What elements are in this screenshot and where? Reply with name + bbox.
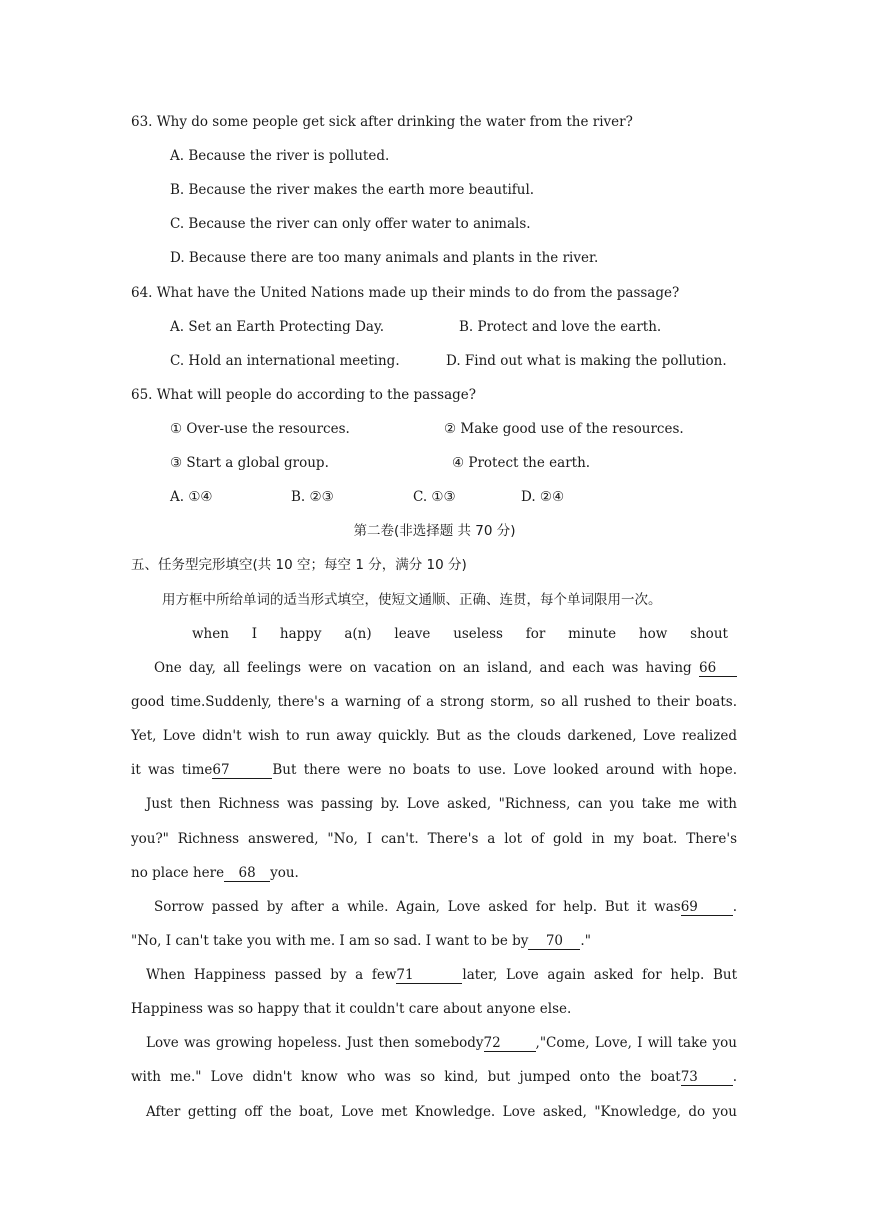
passage-line bbox=[154, 659, 737, 677]
blank-73[interactable]: 73 bbox=[681, 1070, 733, 1086]
question-63-stem: 63. Why do some people get sick after drinking the water from the river? bbox=[131, 114, 633, 130]
passage-text: it was time bbox=[131, 762, 213, 778]
blank-70[interactable]: 70 bbox=[528, 934, 580, 950]
passage-text: One day, all feelings were on vacation on an island, and each was having bbox=[154, 660, 692, 676]
q64-option-d: D. Find out what is making the pollution. bbox=[446, 353, 727, 369]
passage-line: you?" Richness answered, "No, I can't. There's a lot of gold in my boat. There's bbox=[131, 831, 737, 847]
blank-68[interactable]: 68 bbox=[224, 866, 270, 882]
word-bank-item: shout bbox=[690, 626, 728, 642]
blank-67[interactable]: 67 bbox=[212, 763, 272, 779]
word-bank-item: for bbox=[525, 626, 546, 642]
word-bank-item: I bbox=[251, 626, 258, 642]
passage-line: Just then Richness was passing by. Love asked, "Richness, can you take me with bbox=[146, 796, 737, 812]
blank-69[interactable]: 69 bbox=[681, 900, 733, 916]
question-64-stem: 64. What have the United Nations made up their minds to do from the passage? bbox=[131, 285, 680, 301]
q65-option-d: D. ②④ bbox=[521, 489, 565, 505]
passage-text: Sorrow passed by after a while. Again, Love asked for help. But it was bbox=[154, 899, 681, 915]
word-bank-item: happy bbox=[279, 626, 322, 642]
q64-option-b: B. Protect and love the earth. bbox=[459, 319, 662, 335]
passage-text: Love was growing hopeless. Just then somebody bbox=[146, 1035, 484, 1051]
q63-option-b: B. Because the river makes the earth more beautiful. bbox=[170, 182, 535, 198]
passage-text: But there were no boats to use. Love looked around with hope. bbox=[272, 762, 737, 778]
q64-option-a: A. Set an Earth Protecting Day. bbox=[170, 319, 385, 335]
word-bank-item: minute bbox=[568, 626, 617, 642]
passage-line bbox=[154, 898, 737, 916]
passage-text: "No, I can't take you with me. I am so sad. I want to be by bbox=[131, 933, 529, 949]
word-bank-item: leave bbox=[394, 626, 431, 642]
section-2-title: 第二卷(非选择题 共 70 分) bbox=[353, 523, 516, 539]
passage-text: later, Love again asked for help. But bbox=[462, 967, 737, 983]
q65-statement-1: ① Over-use the resources. bbox=[170, 421, 350, 437]
passage-line: good time.Suddenly, there's a warning of a strong storm, so all rushed to their boats. bbox=[131, 694, 737, 710]
passage-text: . bbox=[732, 899, 737, 915]
passage-line bbox=[131, 864, 299, 882]
q65-option-a: A. ①④ bbox=[170, 489, 213, 505]
blank-71[interactable]: 71 bbox=[396, 968, 462, 984]
word-bank bbox=[192, 625, 728, 643]
passage-text: with me." Love didn't know who was so kind, but jumped onto the boat bbox=[131, 1069, 681, 1085]
passage-line bbox=[146, 1034, 737, 1052]
passage-line bbox=[146, 966, 737, 984]
q63-option-c: C. Because the river can only offer water to animals. bbox=[170, 216, 531, 232]
blank-72[interactable]: 72 bbox=[484, 1036, 536, 1052]
q65-option-b: B. ②③ bbox=[291, 489, 334, 505]
q65-statement-2: ② Make good use of the resources. bbox=[444, 421, 684, 437]
word-bank-item: how bbox=[638, 626, 668, 642]
passage-text: When Happiness passed by a few bbox=[146, 967, 397, 983]
passage-text: . bbox=[732, 1069, 737, 1085]
passage-line bbox=[131, 932, 591, 950]
q64-option-c: C. Hold an international meeting. bbox=[170, 353, 400, 369]
word-bank-item: a(n) bbox=[344, 626, 372, 642]
passage-text: no place here bbox=[131, 865, 225, 881]
q63-option-d: D. Because there are too many animals and plants in the river. bbox=[170, 250, 599, 266]
blank-66[interactable]: 66 bbox=[699, 661, 737, 677]
question-65-stem: 65. What will people do according to the passage? bbox=[131, 387, 477, 403]
word-bank-item: useless bbox=[453, 626, 503, 642]
word-bank-item: when bbox=[192, 626, 229, 642]
passage-line bbox=[131, 761, 737, 779]
passage-text: ,"Come, Love, I will take you bbox=[535, 1035, 737, 1051]
passage-line bbox=[131, 1068, 737, 1086]
q65-statement-3: ③ Start a global group. bbox=[170, 455, 329, 471]
q63-option-a: A. Because the river is polluted. bbox=[170, 148, 390, 164]
passage-text: you. bbox=[270, 865, 299, 881]
q65-option-c: C. ①③ bbox=[413, 489, 456, 505]
part-5-title: 五、任务型完形填空(共 10 空；每空 1 分，满分 10 分) bbox=[131, 557, 467, 573]
passage-line: Happiness was so happy that it couldn't care about anyone else. bbox=[131, 1001, 572, 1017]
q65-statement-4: ④ Protect the earth. bbox=[452, 455, 591, 471]
passage-text: ." bbox=[580, 933, 591, 949]
instruction-text: 用方框中所给单词的适当形式填空，使短文通顺、正确、连贯，每个单词限用一次。 bbox=[162, 592, 662, 608]
passage-line: Yet, Love didn't wish to run away quickly. But as the clouds darkened, Love realized bbox=[131, 728, 737, 744]
passage-line: After getting off the boat, Love met Knowledge. Love asked, "Knowledge, do you bbox=[146, 1104, 737, 1120]
